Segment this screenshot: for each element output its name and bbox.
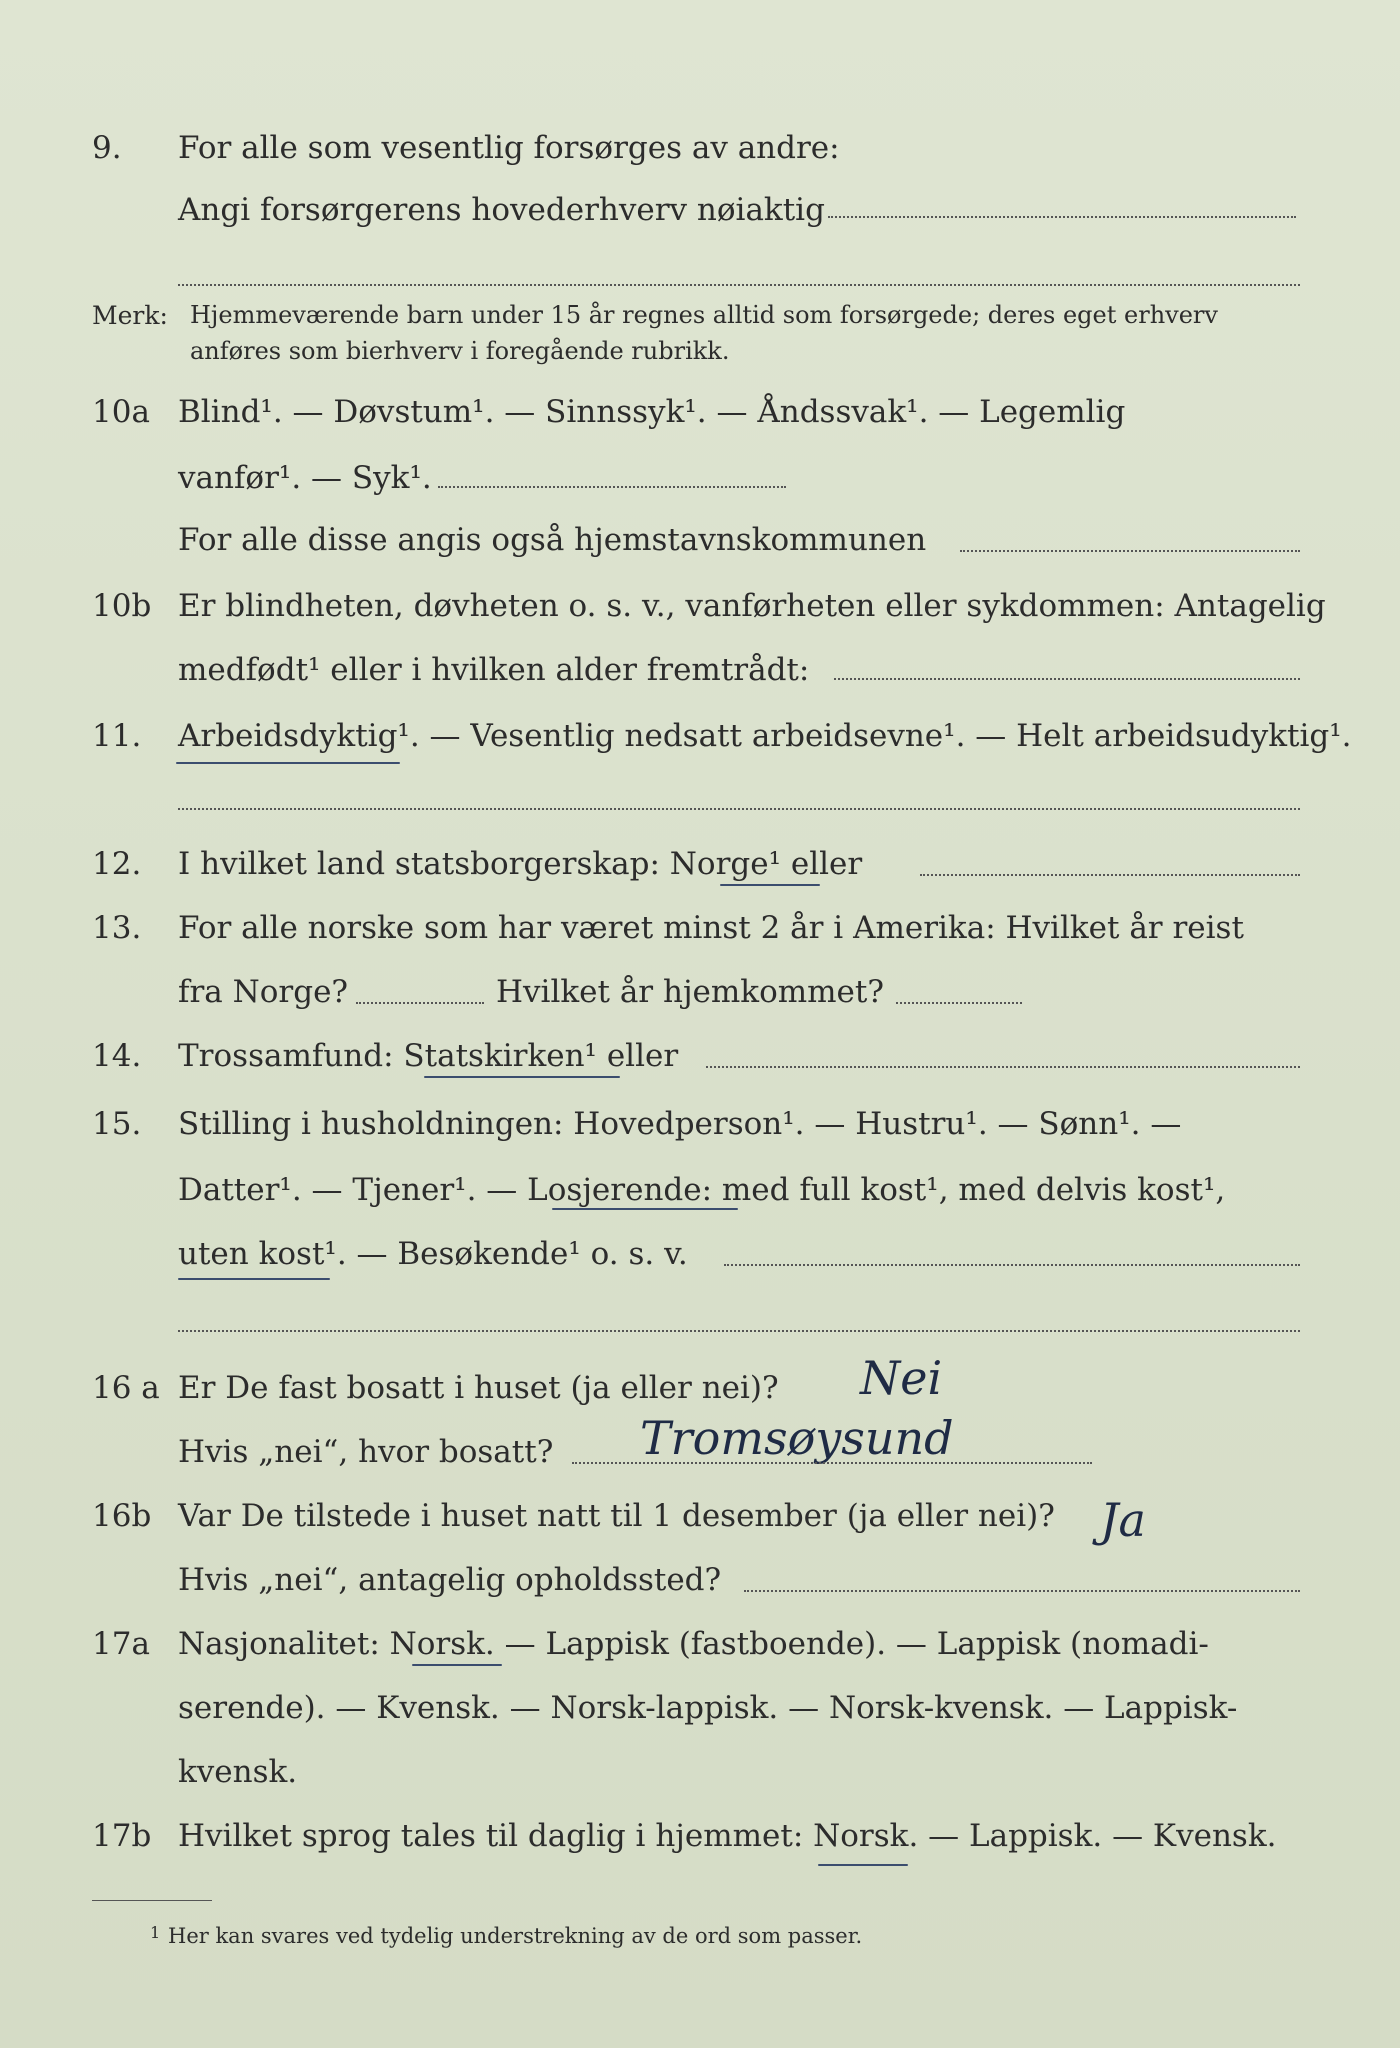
handwritten-underline [424,1076,620,1078]
q16b-row-2 [0,1550,1400,1610]
handwritten-underline [176,762,400,764]
q15-row-2 [0,1160,1400,1220]
q10a-row-3 [0,510,1400,570]
answer-line [178,1330,1300,1332]
item-number: 12. [92,846,142,882]
q16a-row-2 [0,1411,1400,1482]
answer-line [724,1264,1300,1266]
q13-row [0,898,1400,958]
question-text: Angi forsørgerens hovederhverv nøiaktig [178,192,825,228]
question-text: Hvilket år hjemkommet? [496,974,884,1010]
q12-row [0,834,1400,894]
handwritten-underline [178,1278,330,1280]
question-text: Er De fast bosatt i huset (ja eller nei)? [178,1370,779,1406]
q15-row [0,1094,1400,1154]
question-text: I hvilket land statsborgerskap: Norge¹ eller [178,846,863,882]
item-number: 9. [92,130,122,166]
q17a-row [0,1614,1400,1674]
q10a-row-2 [0,448,1400,508]
q10a-row [0,382,1400,442]
item-number: 17a [92,1626,150,1662]
answer-line [438,486,786,488]
q16b-row [0,1486,1400,1546]
handwritten-underline [552,1208,738,1210]
question-text: fra Norge? [178,974,349,1010]
q10b-row-2 [0,640,1400,700]
question-text: medfødt¹ eller i hvilken alder fremtrådt: [178,652,810,688]
answer-line [178,284,1300,286]
item-number: 16 a [92,1370,160,1406]
q17a-row-2 [0,1678,1400,1738]
answer-line [834,678,1300,680]
answer-line [572,1462,1092,1464]
note-label: Merk: [92,301,168,330]
answer-line [744,1590,1300,1592]
q17b-row [0,1806,1400,1866]
q15-row-3 [0,1224,1400,1284]
answer-line [178,808,1300,810]
question-text: Hvis „nei“, hvor bosatt? [178,1434,554,1470]
answer-line [920,874,1300,876]
item-number: 17b [92,1818,152,1854]
q11-row [0,706,1400,766]
answer-line [706,1066,1300,1068]
footnote-rule [92,1900,212,1901]
answer-line [356,1002,484,1004]
question-text: For alle disse angis også hjemstavnskommunen [178,522,927,558]
question-text: kvensk. [178,1754,298,1790]
question-text: Blind¹. — Døvstum¹. — Sinnssyk¹. — Åndssvak¹. — Legemlig [178,394,1126,430]
handwritten-underline [412,1664,502,1666]
handwritten-underline [818,1864,908,1866]
answer-line [896,1002,1022,1004]
item-number: 16b [92,1498,152,1534]
answer-line [960,550,1300,552]
item-number: 10a [92,394,150,430]
question-text: Arbeidsdyktig¹. — Vesentlig nedsatt arbeidsevne¹. — Helt arbeidsudyktig¹. [178,718,1352,754]
question-text: Er blindheten, døvheten o. s. v., vanførheten eller sykdommen: Antagelig [178,588,1326,624]
item-number: 15. [92,1106,142,1142]
item-number: 11. [92,718,142,754]
question-text: Stilling i husholdningen: Hovedperson¹. — Hustru¹. — Sønn¹. — [178,1106,1182,1142]
question-text: Hvilket sprog tales til daglig i hjemmet: Norsk. — Lappisk. — Kvensk. [178,1818,1277,1854]
question-text: Datter¹. — Tjener¹. — Losjerende: med full kost¹, med delvis kost¹, [178,1172,1226,1208]
question-text: For alle som vesentlig forsørges av andre: [178,130,840,166]
q14-row [0,1026,1400,1086]
question-text: Trossamfund: Statskirken¹ eller [178,1038,679,1074]
q9-row-2 [0,180,1400,240]
q10b-row [0,576,1400,636]
question-text: For alle norske som har været minst 2 år i Amerika: Hvilket år reist [178,910,1244,946]
q17a-row-3 [0,1742,1400,1802]
footnote-text: Her kan svares ved tydelig understrekning av de ord som passer. [168,1924,863,1948]
q13-row-2 [0,962,1400,1022]
handwritten-answer: Tromsøysund [640,1411,954,1465]
answer-line [828,216,1296,218]
item-number: 10b [92,588,152,624]
item-number: 14. [92,1038,142,1074]
footnote-mark: 1 [150,1923,161,1942]
handwritten-underline [720,884,820,886]
question-text: serende). — Kvensk. — Norsk-lappisk. — Norsk-kvensk. — Lappisk- [178,1690,1238,1726]
question-text: Hvis „nei“, antagelig opholdssted? [178,1562,722,1598]
question-text: uten kost¹. — Besøkende¹ o. s. v. [178,1236,688,1272]
item-number: 13. [92,910,142,946]
question-text: Nasjonalitet: Norsk. — Lappisk (fastboende). — Lappisk (nomadi- [178,1626,1209,1662]
handwritten-answer: Nei [860,1351,943,1405]
q9-row [0,118,1400,178]
handwritten-answer: Ja [1100,1493,1146,1547]
question-text: vanfør¹. — Syk¹. [178,460,432,496]
note-text: Hjemmeværende barn under 15 år regnes alltid som forsørgede; deres eget erhverv [190,301,1218,329]
question-text: Var De tilstede i huset natt til 1 desember (ja eller nei)? [178,1498,1055,1534]
note-text: anføres som bierhverv i foregående rubrikk. [190,337,730,365]
